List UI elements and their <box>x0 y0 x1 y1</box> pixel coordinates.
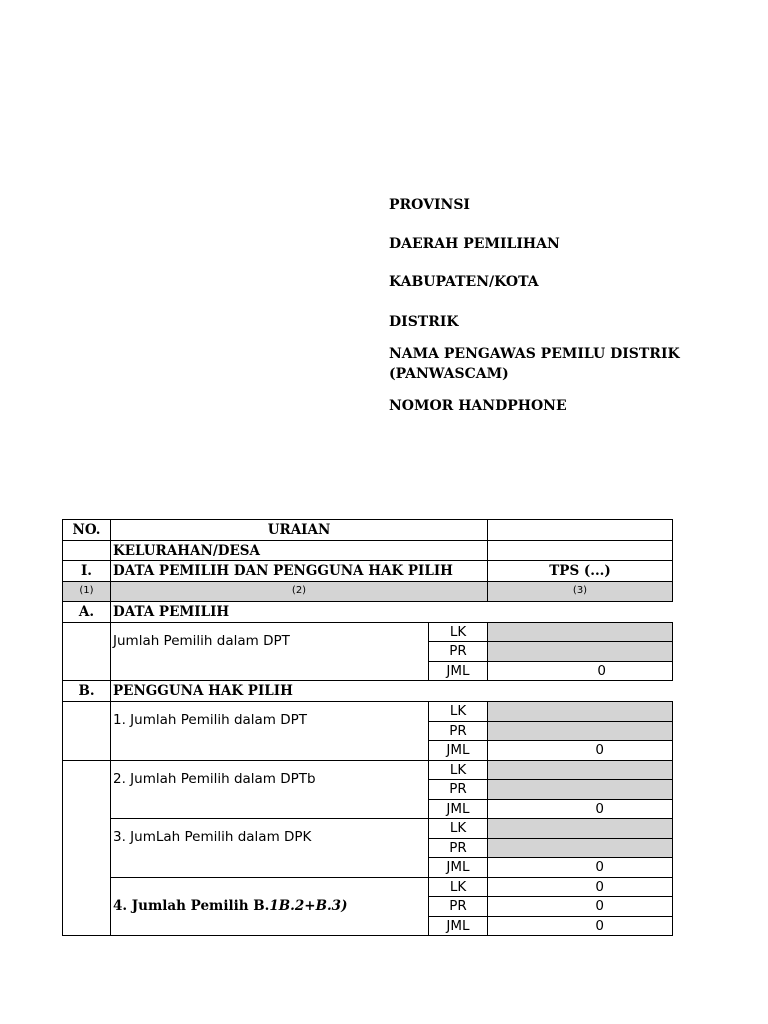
b1-row-label: 1. Jumlah Pemilih dalam DPT <box>111 702 429 761</box>
a-pr-label: PR <box>429 642 488 662</box>
provinsi-label: PROVINSI <box>389 197 470 213</box>
b4-label-italic: 1B.2+B.3) <box>269 898 348 915</box>
b2-lk-value[interactable] <box>488 760 673 780</box>
b1-no-cell <box>63 702 111 761</box>
kelurahan-no-cell <box>63 541 111 561</box>
kelurahan-row <box>63 541 673 561</box>
b2-b4-no-cell <box>63 760 111 936</box>
b4-pr-label: PR <box>429 897 488 917</box>
b2-pr-value[interactable] <box>488 780 673 800</box>
b4-lk-row <box>63 877 673 897</box>
daerah-pemilihan-label: DAERAH PEMILIHAN <box>389 236 560 252</box>
data-table-region <box>62 519 611 949</box>
a-pr-value[interactable] <box>488 642 673 662</box>
b2-lk-label: LK <box>429 760 488 780</box>
b1-lk-row <box>63 702 673 722</box>
section-i-no: I. <box>63 561 111 582</box>
data-pemilih-table <box>62 519 673 936</box>
b1-jml-value: 0 <box>488 741 673 761</box>
b4-label-bold: 4. Jumlah Pemilih B. <box>113 898 270 915</box>
index-row <box>63 582 673 602</box>
a-lk-label: LK <box>429 622 488 642</box>
b2-pr-label: PR <box>429 780 488 800</box>
index-1: (1) <box>63 582 111 602</box>
col-value-header <box>488 520 673 541</box>
b1-lk-label: LK <box>429 702 488 722</box>
b4-jml-value: 0 <box>488 916 673 936</box>
a-jml-value: 0 <box>488 661 673 681</box>
tps-header: TPS (...) <box>488 561 673 582</box>
panwascam-label: (PANWASCAM) <box>389 366 509 382</box>
kelurahan-value-cell[interactable] <box>488 541 673 561</box>
section-i-title: DATA PEMILIH DAN PENGGUNA HAK PILIH <box>111 561 488 582</box>
b2-row-label: 2. Jumlah Pemilih dalam DPTb <box>111 760 429 819</box>
distrik-label: DISTRIK <box>389 314 459 330</box>
b4-jml-label: JML <box>429 916 488 936</box>
section-a-row <box>63 601 673 622</box>
b4-lk-value: 0 <box>488 877 673 897</box>
b3-pr-value[interactable] <box>488 838 673 858</box>
col-no-header: NO. <box>63 520 111 541</box>
section-a-title: DATA PEMILIH <box>111 601 673 622</box>
a-lk-value[interactable] <box>488 622 673 642</box>
a-no-cell <box>63 622 111 681</box>
table-header-row <box>63 520 673 541</box>
b3-pr-label: PR <box>429 838 488 858</box>
b1-pr-value[interactable] <box>488 721 673 741</box>
b3-row-label: 3. JumLah Pemilih dalam DPK <box>111 819 429 878</box>
section-a-no: A. <box>63 601 111 622</box>
b4-pr-value: 0 <box>488 897 673 917</box>
index-3: (3) <box>488 582 673 602</box>
nama-pengawas-label: NAMA PENGAWAS PEMILU DISTRIK <box>389 346 680 362</box>
b2-jml-label: JML <box>429 799 488 819</box>
nomor-handphone-label: NOMOR HANDPHONE <box>389 398 567 414</box>
a-lk-row <box>63 622 673 642</box>
a-row-label: Jumlah Pemilih dalam DPT <box>111 622 429 681</box>
b3-jml-value: 0 <box>488 858 673 878</box>
b2-jml-value: 0 <box>488 799 673 819</box>
col-uraian-header: URAIAN <box>111 520 488 541</box>
form-header <box>389 190 680 430</box>
b3-lk-label: LK <box>429 819 488 839</box>
b1-lk-value[interactable] <box>488 702 673 722</box>
b2-lk-row <box>63 760 673 780</box>
kabupaten-kota-label: KABUPATEN/KOTA <box>389 274 539 290</box>
b3-lk-value[interactable] <box>488 819 673 839</box>
section-b-row <box>63 681 673 702</box>
b4-row-label <box>111 877 429 936</box>
b3-lk-row <box>63 819 673 839</box>
kelurahan-desa-label: KELURAHAN/DESA <box>111 541 488 561</box>
a-jml-label: JML <box>429 661 488 681</box>
index-2: (2) <box>111 582 488 602</box>
section-i-row <box>63 561 673 582</box>
b4-lk-label: LK <box>429 877 488 897</box>
section-b-no: B. <box>63 681 111 702</box>
b3-jml-label: JML <box>429 858 488 878</box>
b1-pr-label: PR <box>429 721 488 741</box>
b1-jml-label: JML <box>429 741 488 761</box>
section-b-title: PENGGUNA HAK PILIH <box>111 681 673 702</box>
